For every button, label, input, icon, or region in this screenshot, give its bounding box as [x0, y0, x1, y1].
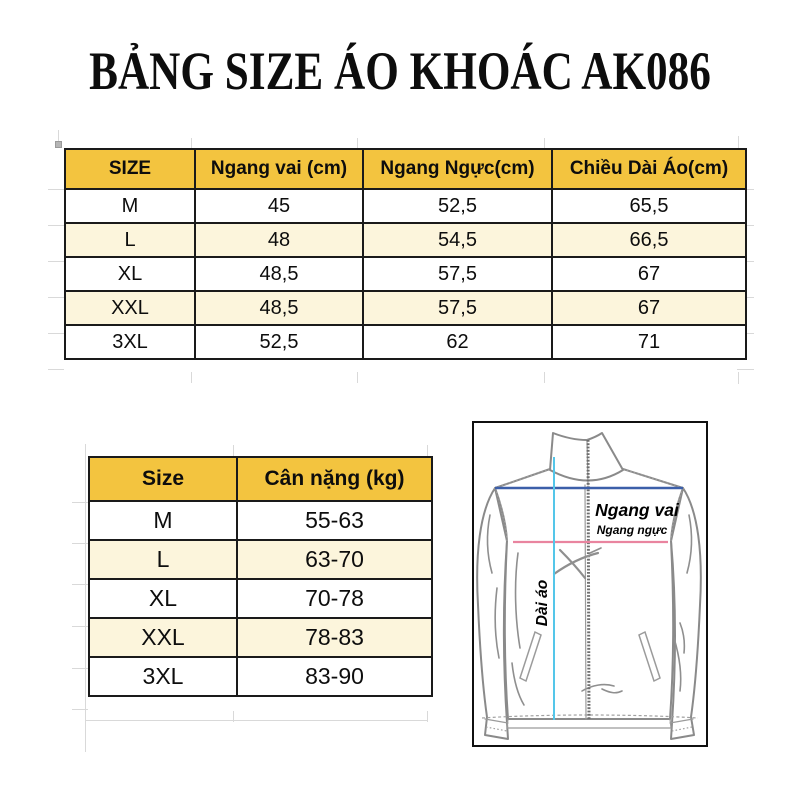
header-row [89, 457, 432, 501]
size-cell: L [65, 223, 195, 257]
spreadsheet-gridline [544, 138, 545, 148]
table-row [65, 257, 746, 291]
size-cell: XL [89, 579, 237, 618]
column-header: Ngang Ngực(cm) [363, 149, 552, 189]
spreadsheet-gridline [357, 372, 358, 383]
size-cell: XXL [89, 618, 237, 657]
table-row [65, 223, 746, 257]
spreadsheet-gridline [72, 584, 88, 585]
value-cell: 62 [363, 325, 552, 359]
spreadsheet-gridline [191, 138, 192, 148]
value-cell: 52,5 [195, 325, 363, 359]
spreadsheet-gridline [48, 333, 64, 334]
spreadsheet-gridline [48, 369, 64, 370]
spreadsheet-gridline [72, 709, 88, 710]
spreadsheet-gridline [48, 261, 64, 262]
table-row [89, 579, 432, 618]
value-cell: 55-63 [237, 501, 432, 540]
table-row [65, 325, 746, 359]
value-cell: 63-70 [237, 540, 432, 579]
spreadsheet-gridline [85, 720, 428, 721]
column-header: Size [89, 457, 237, 501]
value-cell: 52,5 [363, 189, 552, 223]
value-cell: 48 [195, 223, 363, 257]
spreadsheet-gridline [738, 136, 739, 148]
table-row [89, 618, 432, 657]
spreadsheet-gridline [427, 445, 428, 456]
column-header: SIZE [65, 149, 195, 189]
value-cell: 66,5 [552, 223, 746, 257]
spreadsheet-gridline [357, 138, 358, 148]
spreadsheet-gridline [233, 445, 234, 456]
size-cell: L [89, 540, 237, 579]
table-row [89, 501, 432, 540]
value-cell: 57,5 [363, 291, 552, 325]
table-row [89, 540, 432, 579]
spreadsheet-gridline [72, 668, 88, 669]
jacket-measurement-table [64, 148, 747, 360]
column-header: Ngang vai (cm) [195, 149, 363, 189]
table-row [89, 657, 432, 696]
value-cell: 54,5 [363, 223, 552, 257]
value-cell: 71 [552, 325, 746, 359]
shoulder-width-label: Ngang vai [595, 500, 679, 520]
value-cell: 65,5 [552, 189, 746, 223]
value-cell: 67 [552, 257, 746, 291]
value-cell: 48,5 [195, 257, 363, 291]
size-cell: M [89, 501, 237, 540]
value-cell: 78-83 [237, 618, 432, 657]
spreadsheet-gridline [72, 502, 88, 503]
value-cell: 70-78 [237, 579, 432, 618]
spreadsheet-gridline [48, 189, 64, 190]
jacket-diagram [472, 421, 708, 747]
value-cell: 83-90 [237, 657, 432, 696]
value-cell: 57,5 [363, 257, 552, 291]
weight-size-table [88, 456, 433, 697]
value-cell: 48,5 [195, 291, 363, 325]
spreadsheet-gridline [85, 444, 86, 752]
table-row [65, 189, 746, 223]
spreadsheet-gridline [48, 225, 64, 226]
spreadsheet-gridline [737, 369, 754, 370]
spreadsheet-gridline [72, 626, 88, 627]
size-cell: XXL [65, 291, 195, 325]
column-header: Chiều Dài Áo(cm) [552, 149, 746, 189]
value-cell: 67 [552, 291, 746, 325]
jacket-drawing [474, 423, 706, 745]
page-title: BẢNG SIZE ÁO KHOÁC AK086 [89, 41, 711, 101]
spreadsheet-gridline [48, 297, 64, 298]
size-cell: 3XL [65, 325, 195, 359]
value-cell: 45 [195, 189, 363, 223]
spreadsheet-gridline [72, 543, 88, 544]
chest-width-label: Ngang ngực [596, 523, 668, 537]
spreadsheet-selection-handle [55, 141, 62, 148]
size-cell: XL [65, 257, 195, 291]
spreadsheet-gridline [58, 130, 59, 141]
column-header: Cân nặng (kg) [237, 457, 432, 501]
table-row [65, 291, 746, 325]
jacket-length-label: Dài áo [534, 579, 551, 627]
spreadsheet-gridline [544, 372, 545, 383]
spreadsheet-gridline [191, 372, 192, 383]
header-row [65, 149, 746, 189]
spreadsheet-gridline [738, 372, 739, 384]
size-cell: M [65, 189, 195, 223]
size-cell: 3XL [89, 657, 237, 696]
